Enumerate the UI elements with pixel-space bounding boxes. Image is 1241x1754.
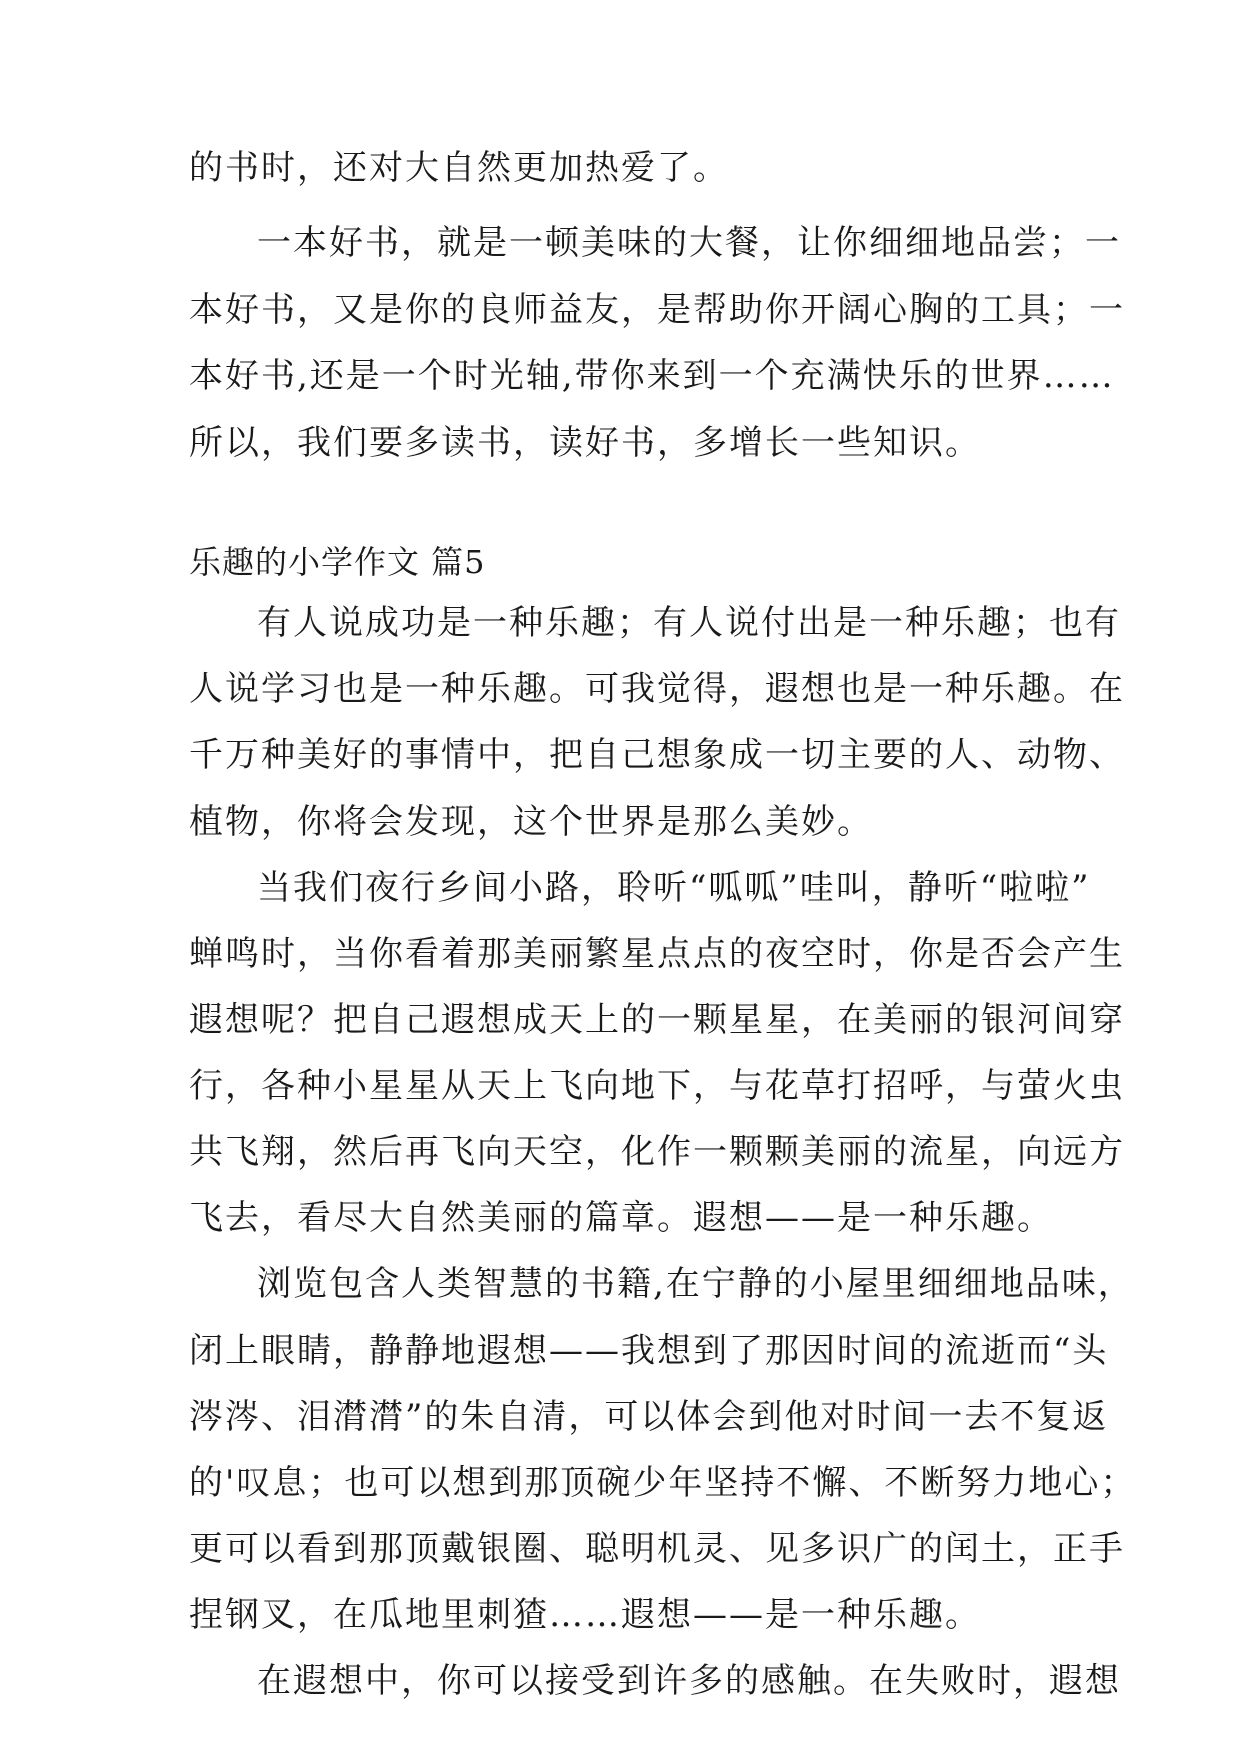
paragraph-line: 当我们夜行乡间小路，聆听“呱呱”哇叫，静听“啦啦” — [257, 868, 1091, 908]
paragraph-line: 植物，你将会发现，这个世界是那么美妙。 — [189, 802, 873, 842]
paragraph-line: 一本好书，就是一顿美味的大餐，让你细细地品尝；一 — [257, 223, 1121, 263]
paragraph-line: 本好书，又是你的良师益友，是帮助你开阔心胸的工具；一 — [189, 290, 1125, 330]
paragraph-line: 飞去，看尽大自然美丽的篇章。遐想——是一种乐趣。 — [189, 1198, 1053, 1238]
paragraph-line: 共飞翔，然后再飞向天空，化作一颗颗美丽的流星，向远方 — [189, 1132, 1125, 1172]
paragraph-line: 本好书,还是一个时光轴,带你来到一个充满快乐的世界…… — [189, 356, 1115, 396]
paragraph-line: 浏览包含人类智慧的书籍,在宁静的小屋里细细地品味， — [257, 1264, 1134, 1304]
paragraph-line: 千万种美好的事情中，把自己想象成一切主要的人、动物、 — [189, 735, 1125, 775]
paragraph-line: 蝉鸣时，当你看着那美丽繁星点点的夜空时，你是否会产生 — [189, 934, 1125, 974]
paragraph-line: 涔涔、泪潸潸”的朱自清，可以体会到他对时间一去不复返 — [189, 1397, 1109, 1437]
paragraph-line: 人说学习也是一种乐趣。可我觉得，遐想也是一种乐趣。在 — [189, 669, 1125, 709]
paragraph-line: 行，各种小星星从天上飞向地下，与花草打招呼，与萤火虫 — [189, 1066, 1125, 1106]
paragraph-line: 有人说成功是一种乐趣；有人说付出是一种乐趣；也有 — [257, 603, 1121, 643]
paragraph-line: 在遐想中，你可以接受到许多的感触。在失败时，遐想 — [257, 1661, 1121, 1701]
paragraph-line: 的'叹息；也可以想到那顶碗少年坚持不懈、不断努力地心； — [189, 1463, 1137, 1503]
paragraph-line: 更可以看到那顶戴银圈、聪明机灵、见多识广的闰土，正手 — [189, 1529, 1125, 1569]
paragraph-line: 捏钢叉，在瓜地里刺猹……遐想——是一种乐趣。 — [189, 1595, 981, 1635]
paragraph-line: 的书时，还对大自然更加热爱了。 — [189, 148, 729, 188]
paragraph-line: 闭上眼睛，静静地遐想——我想到了那因时间的流逝而“头 — [189, 1331, 1109, 1371]
paragraph-line: 遐想呢？把自己遐想成天上的一颗星星，在美丽的银河间穿 — [189, 1000, 1125, 1040]
section-heading: 乐趣的小学作文 篇5 — [189, 543, 486, 581]
paragraph-line: 所以，我们要多读书，读好书，多增长一些知识。 — [189, 423, 981, 463]
